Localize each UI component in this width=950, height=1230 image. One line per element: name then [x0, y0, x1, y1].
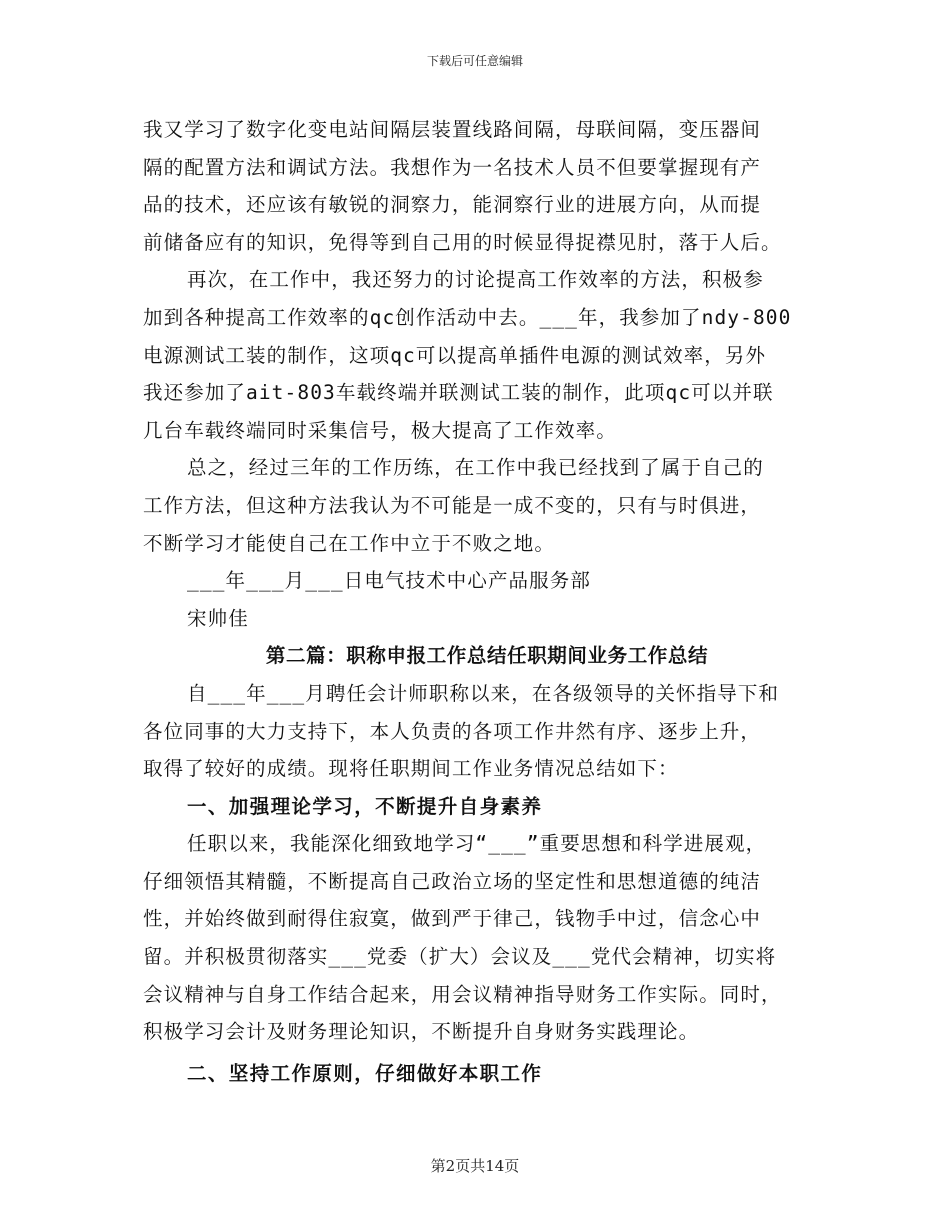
body-line: 任职以来，我能深化细致地学习“___”重要思想和科学进展观， [187, 832, 767, 856]
body-line: 会议精神与自身工作结合起来，用会议精神指导财务工作实际。同时， [143, 982, 782, 1006]
body-line: 取得了较好的成绩。现将任职期间工作业务情况总结如下： [143, 757, 679, 781]
body-line: 我还参加了ait-803车载终端并联测试工装的制作，此项qc可以并联 [143, 381, 774, 405]
body-line: 我又学习了数字化变电站间隔层装置线路间隔，母联间隔，变压器间 [143, 118, 762, 141]
signature-date-line: ___年___月___日电气技术中心产品服务部 [187, 569, 591, 593]
body-line: 再次，在工作中，我还努力的讨论提高工作效率的方法，积极参 [187, 268, 764, 292]
subsection-heading: 二、坚持工作原则，仔细做好本职工作 [187, 1061, 543, 1085]
section-title: 第二篇：职称申报工作总结任职期间业务工作总结 [265, 644, 709, 668]
body-line: 性，并始终做到耐得住寂寞，做到严于律己，钱物手中过，信念心中 [143, 907, 762, 931]
body-line: 隔的配置方法和调试方法。我想作为一名技术人员不但要掌握现有产 [143, 155, 762, 179]
document-body [143, 111, 811, 1092]
body-line: 总之，经过三年的工作历练，在工作中我已经找到了属于自己的 [187, 456, 764, 480]
body-line: 品的技术，还应该有敏锐的洞察力，能洞察行业的进展方向，从而提 [143, 193, 762, 217]
body-line: 前储备应有的知识，免得等到自己用的时候显得捉襟见肘，落于人后。 [143, 230, 782, 254]
page-header: 下载后可任意编辑 [426, 54, 523, 68]
body-line: 自___年___月聘任会计师职称以来，在各级领导的关怀指导下和 [187, 681, 780, 705]
body-line: 仔细领悟其精髓，不断提高自己政治立场的坚定性和思想道德的纯洁 [143, 869, 762, 893]
page-number: 第2页共14页 [430, 1157, 520, 1175]
signature-name: 宋帅佳 [187, 606, 249, 630]
body-line: 积极学习会计及财务理论知识，不断提升自身财务实践理论。 [143, 1020, 700, 1044]
body-line: 工作方法，但这种方法我认为不可能是一成不变的，只有与时俱进， [143, 493, 762, 517]
subsection-heading: 一、加强理论学习，不断提升自身素养 [187, 794, 543, 818]
body-line: 留。并积极贯彻落实___党委（扩大）会议及___党代会精神，切实将 [143, 945, 777, 969]
body-line: 各位同事的大力支持下，本人负责的各项工作井然有序、逐步上升， [143, 719, 762, 743]
body-line: 几台车载终端同时采集信号，极大提高了工作效率。 [143, 418, 617, 442]
body-line: 电源测试工装的制作，这项qc可以提高单插件电源的测试效率，另外 [143, 343, 767, 367]
body-line: 不断学习才能使自己在工作中立于不败之地。 [143, 531, 556, 555]
body-line: 加到各种提高工作效率的qc创作活动中去。___年，我参加了ndy-800 [143, 305, 792, 329]
